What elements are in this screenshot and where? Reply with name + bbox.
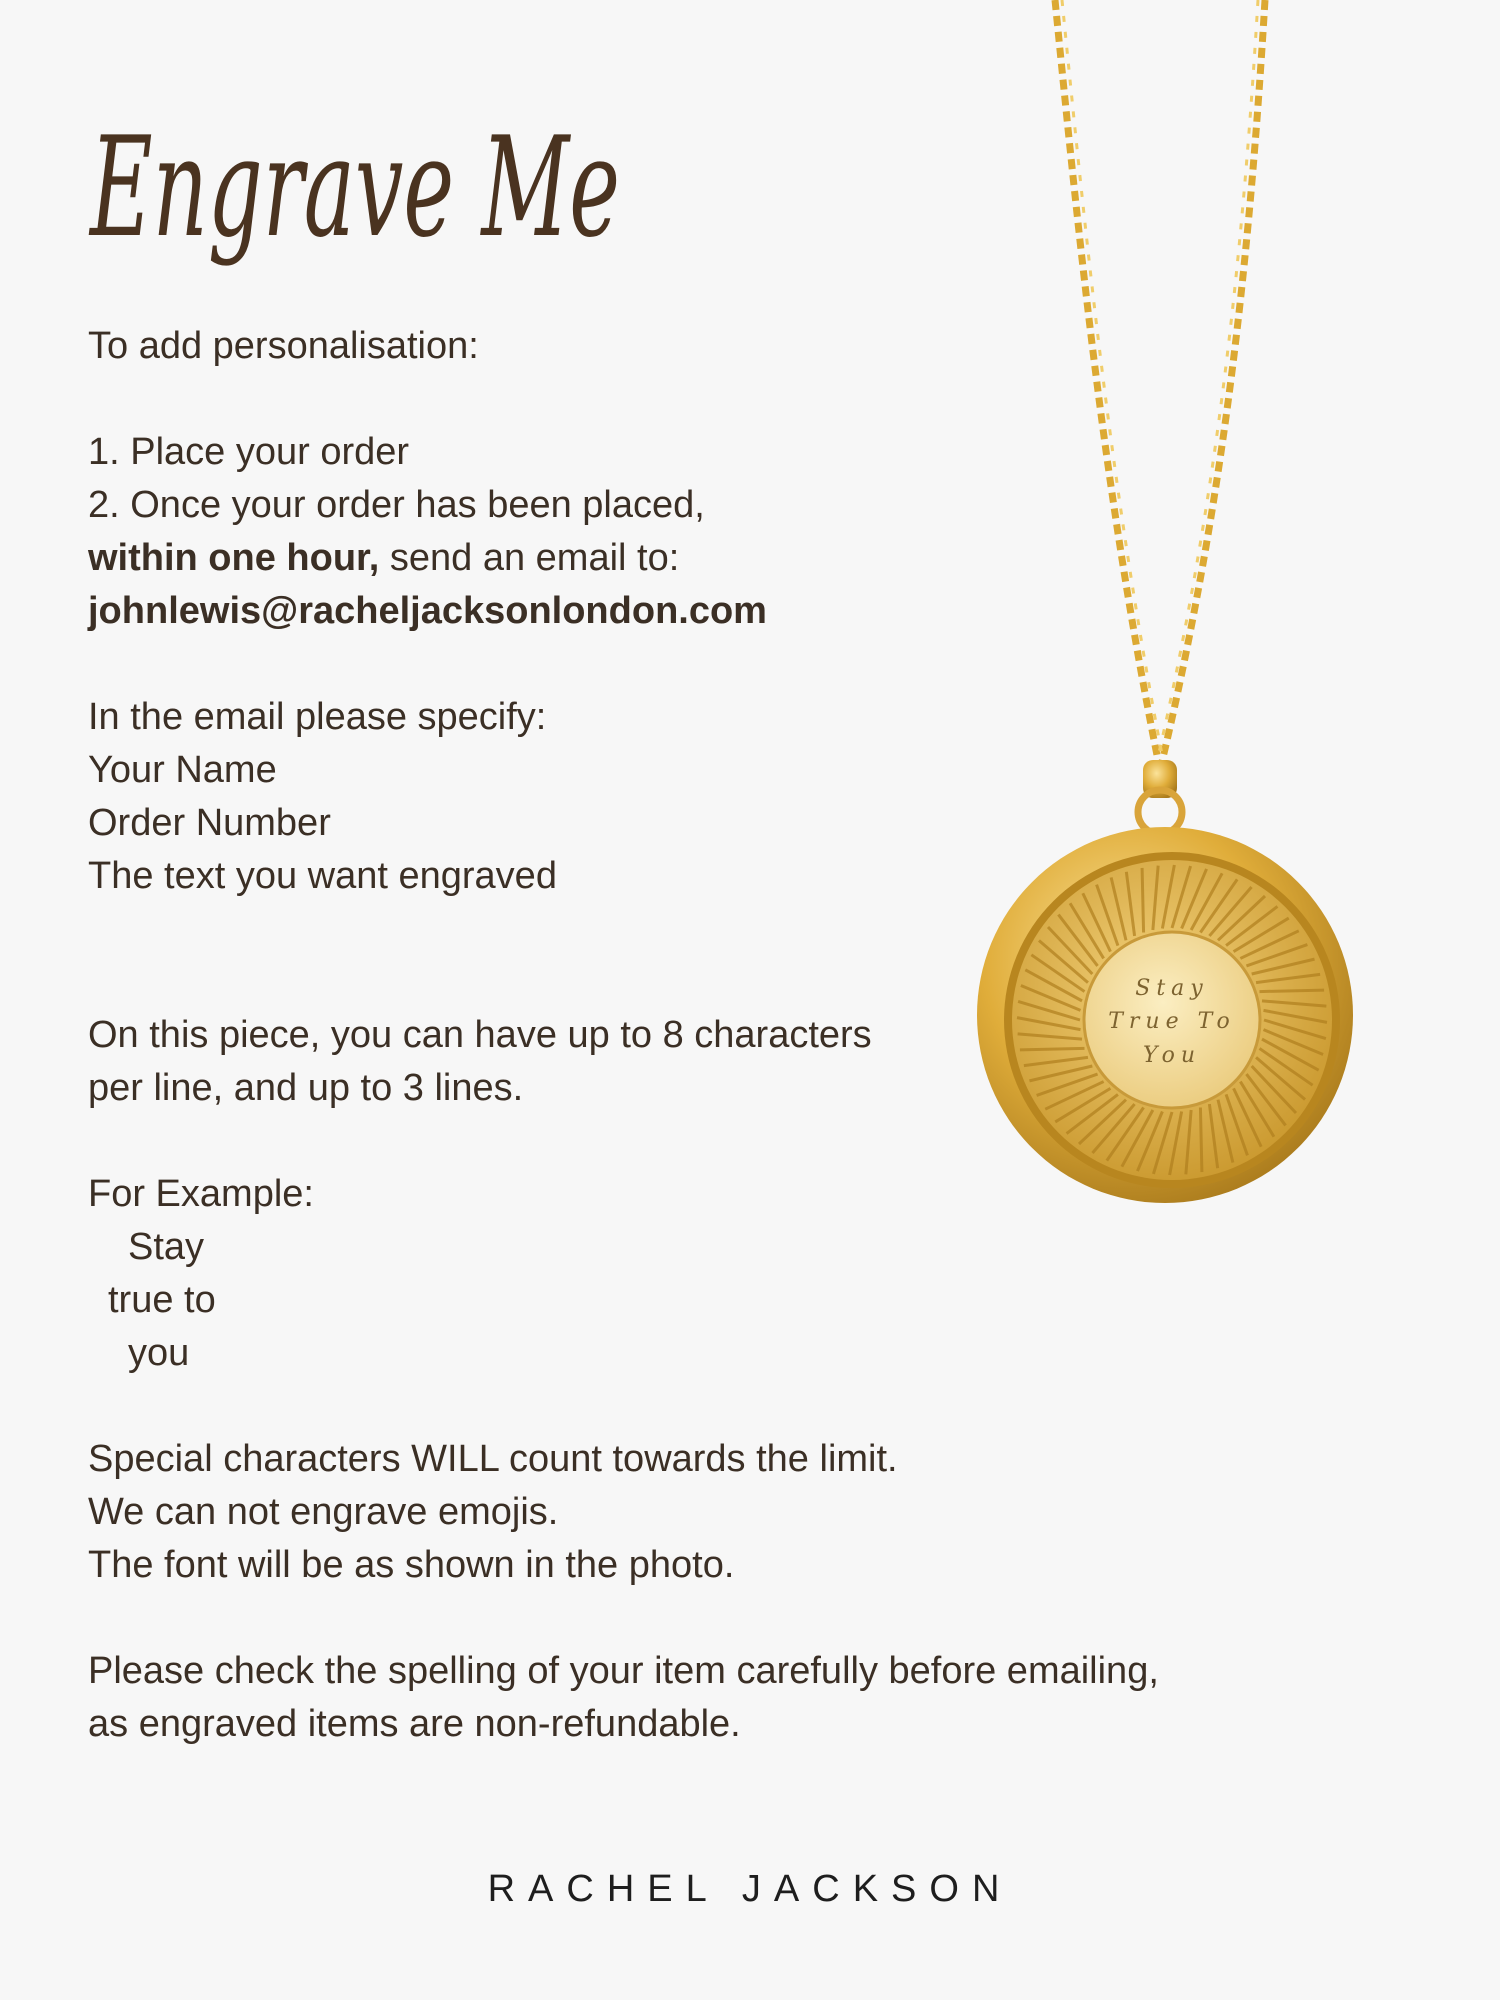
necklace-image [960, 0, 1360, 1250]
brand-logo: RACHEL JACKSON [487, 1868, 1013, 1910]
note: The font will be as shown in the photo. [88, 1544, 735, 1586]
limit-line-1: On this piece, you can have up to 8 characters [88, 1014, 872, 1056]
bail-icon [1138, 760, 1182, 834]
intro-text: To add personalisation: [88, 325, 479, 367]
pendant-icon [977, 827, 1353, 1203]
specify-intro: In the email please specify: [88, 696, 547, 738]
limit-line-2: per line, and up to 3 lines. [88, 1067, 524, 1109]
warning-line-1: Please check the spelling of your item carefully before emailing, [88, 1650, 1159, 1692]
engraving-line: True To [1108, 1009, 1236, 1034]
pendant-ray [1259, 990, 1324, 991]
pendant-ray [1020, 1048, 1085, 1049]
note: Special characters WILL count towards the limit. [88, 1438, 898, 1480]
chain-icon [1055, 0, 1265, 770]
example-line: you [128, 1332, 190, 1374]
pendant-ray [1142, 868, 1143, 933]
specify-item: Order Number [88, 802, 331, 844]
step-2: 2. Once your order has been placed, [88, 484, 705, 526]
specify-item: The text you want engraved [88, 855, 557, 897]
example-label: For Example: [88, 1173, 314, 1215]
pendant-ray [1200, 1107, 1201, 1172]
step-2-bold: within one hour, [88, 537, 380, 579]
page-title [80, 60, 640, 300]
note: We can not engrave emojis. [88, 1491, 559, 1533]
engraving-line: You [1142, 1043, 1202, 1068]
example-line: Stay [128, 1226, 205, 1268]
engraving-line: Stay [1135, 976, 1209, 1001]
page-title-text: Engrave Me [88, 107, 621, 268]
step-1: 1. Place your order [88, 431, 410, 473]
email-address: johnlewis@racheljacksonlondon.com [88, 590, 767, 632]
specify-item: Your Name [88, 749, 277, 791]
step-2-rest: send an email to: [379, 537, 680, 579]
example-line: true to [108, 1279, 216, 1321]
warning-line-2: as engraved items are non-refundable. [88, 1703, 741, 1745]
